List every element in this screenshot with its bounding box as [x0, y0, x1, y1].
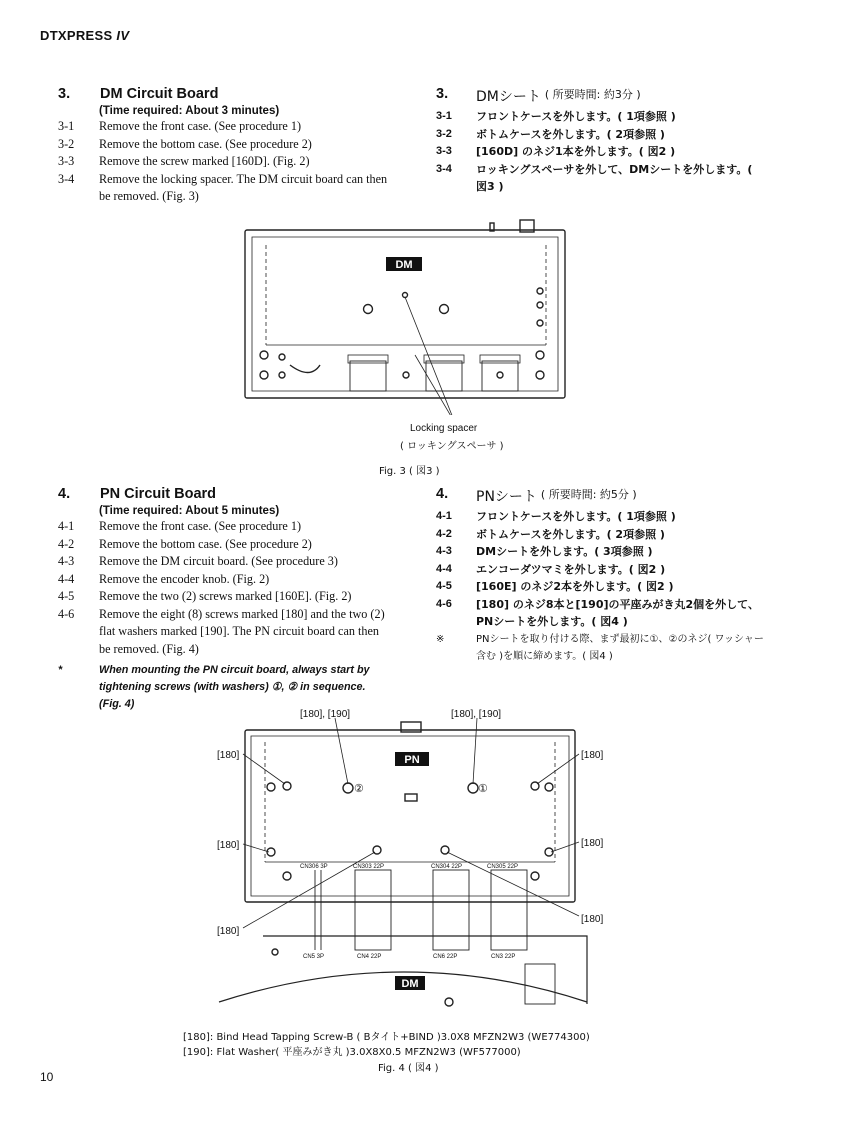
- section-3-english: [58, 86, 398, 206]
- step: 4-6 Remove the eight (8) screws marked [180] and the two (2) flat washers marked [190]. The PN circuit board can then be removed. (Fig. 4): [58, 606, 385, 656]
- step: 4-4 エンコーダツマミを外します。( 図2 ): [436, 562, 666, 576]
- svg-text:①: ①: [478, 783, 488, 795]
- step: 4-5 Remove the two (2) screws marked [160E]. (Fig. 2): [58, 589, 352, 603]
- page-number: 10: [40, 1070, 54, 1084]
- fig3-dm-board-diagram: [230, 215, 590, 415]
- section-3-japanese: 3. DMシート ( 所要時間: 約3分 ) 3-1 フロントケースを外します。( 1項参照 ) 3-2 ボトムケースを外します。( 2項参照 ) 3-3 [160D] のネジ1本を外します。( 図2 ) 3-4 ロッキングスペーサを外して、DMシートを外します。( 図3 ): [436, 86, 766, 196]
- step: 3-3 [160D] のネジ1本を外します。( 図2 ): [436, 145, 676, 158]
- mounting-note: * When mounting the PN circuit board, always start by tightening screws (with washers) ①, ② in sequence. (Fig. 4): [58, 664, 370, 710]
- connector-label: CN304 22P: [431, 864, 463, 870]
- step: 3-4 Remove the locking spacer. The DM circuit board can then be removed. (Fig. 3): [58, 171, 388, 203]
- connector-label: CN303 22P: [353, 864, 385, 870]
- screw-callout: [180]: [581, 750, 604, 761]
- fig4-connector-labels: [300, 864, 518, 960]
- fig4-screw-callouts: [217, 709, 603, 937]
- fig4-caption: Fig. 4 ( 図4 ): [378, 1063, 439, 1074]
- locking-spacer-callout: Locking spacer: [410, 423, 478, 434]
- screw-callout: [180]: [217, 840, 240, 851]
- connector-label: CN6 22P: [433, 954, 458, 960]
- fig3-caption: Fig. 3 ( 図3 ): [379, 466, 440, 477]
- section-4-japanese: 4. PNシート ( 所要時間: 約5分 ) 4-1 フロントケースを外します。( 1項参照 ) 4-2 ボトムケースを外します。( 2項参照 ) 4-3 DMシートを外します。( 3項参照 ) 4-4 エンコーダツマミを外します。( 図2 ) 4-5 [160E] のネジ2本を外します。( 図2 ) 4-6 [180] のネジ8本と[190]の平座みがき丸2個を外して、PNシートを外します。( 図4 ) ※ PNシートを取り付ける際、まず最初に①、②のネジ( ワッシャー含む )を順に締めます。( 図4 ): [436, 486, 766, 666]
- screw-callout: [180]: [217, 750, 240, 761]
- step: 4-2 Remove the bottom case. (See procedure 2): [58, 536, 312, 551]
- washer-callout-left: [180], [190]: [300, 709, 351, 720]
- step: 4-6 [180] のネジ8本と[190]の平座みがき丸2個を外して、PNシートを外します。( 図4 ): [436, 597, 759, 628]
- fig4-legend-screw: [180]: Bind Head Tapping Screw-B ( Bタイト+BIND )3.0X8 MFZN2W3 (WE774300): [183, 1032, 590, 1043]
- step: 3-4 ロッキングスペーサを外して、DMシートを外します。( 図3 ): [436, 162, 753, 193]
- time-required: (Time required: About 3 minutes): [99, 105, 280, 117]
- step: 4-1 Remove the front case. (See procedure 1): [58, 519, 302, 533]
- section-4-english: 4. PN Circuit Board (Time required: About 5 minutes) 4-1 Remove the front case. (See procedure 1) 4-2 Remove the bottom case. (See procedure 2) 4-3 Remove the DM circuit board. (See procedure 3) 4-4 Remove the encoder knob. (Fig. 2) 4-5 Remove the two (2) screws marked [160E]. (Fig. 2) 4-6 Remove the eight (8) screws marked [180] and the two (2) flat washers marked [190]. The PN circuit board can then be removed. (Fig. 4) * When mounting the PN circuit board, always start by tightening screws (with washers) ①, ② in sequence. (Fig. 4): [58, 486, 398, 713]
- connector-label: CN305 22P: [487, 864, 519, 870]
- step: 3-2 ボトムケースを外します。( 2項参照 ): [436, 127, 665, 141]
- fig4-legend-washer: [190]: Flat Washer( 平座みがき丸 )3.0X8X0.5 MFZN2W3 (WF577000): [183, 1047, 521, 1058]
- document-header: [40, 28, 129, 43]
- screw-callout: [180]: [581, 838, 604, 849]
- step: 3-2 Remove the bottom case. (See procedure 2): [58, 136, 312, 151]
- step: 3-1 フロントケースを外します。( 1項参照 ): [436, 110, 676, 123]
- washer-callout-right: [180], [190]: [451, 709, 502, 720]
- locking-spacer-callout-jp: ( ロッキングスペーサ ): [400, 441, 504, 452]
- step: 4-5 [160E] のネジ2本を外します。( 図2 ): [436, 580, 674, 593]
- model-name: DTXPRESS: [40, 28, 113, 43]
- step: 4-3 Remove the DM circuit board. (See procedure 3): [58, 554, 338, 568]
- screw-callout: [180]: [217, 926, 240, 937]
- section-title: DM Circuit Board: [100, 86, 219, 102]
- step: 4-2 ボトムケースを外します。( 2項参照 ): [436, 527, 665, 541]
- step: 4-4 Remove the encoder knob. (Fig. 2): [58, 571, 270, 586]
- connector-label: CN306 3P: [300, 864, 328, 870]
- connector-label: CN3 22P: [491, 954, 516, 960]
- section-number: 3.: [58, 86, 71, 102]
- fig4-pn-board-diagram: [205, 702, 615, 1012]
- connector-label: CN4 22P: [357, 954, 382, 960]
- model-suffix: IV: [116, 28, 130, 43]
- step: 4-3 DMシートを外します。( 3項参照 ): [436, 545, 653, 558]
- pn-board-label: PN: [404, 754, 420, 766]
- step: 3-1 Remove the front case. (See procedure 1): [58, 119, 302, 133]
- step: 4-1 フロントケースを外します。( 1項参照 ): [436, 510, 676, 523]
- screw-callout: [180]: [581, 914, 604, 925]
- board-label: DM: [395, 259, 413, 271]
- dm-board-label: DM: [401, 978, 419, 990]
- mounting-note-jp: ※ PNシートを取り付ける際、まず最初に①、②のネジ( ワッシャー含む )を順に締めます。( 図4 ): [436, 633, 764, 662]
- svg-text:②: ②: [354, 783, 364, 795]
- connector-label: CN5 3P: [303, 954, 325, 960]
- step: 3-3 Remove the screw marked [160D]. (Fig. 2): [58, 154, 310, 168]
